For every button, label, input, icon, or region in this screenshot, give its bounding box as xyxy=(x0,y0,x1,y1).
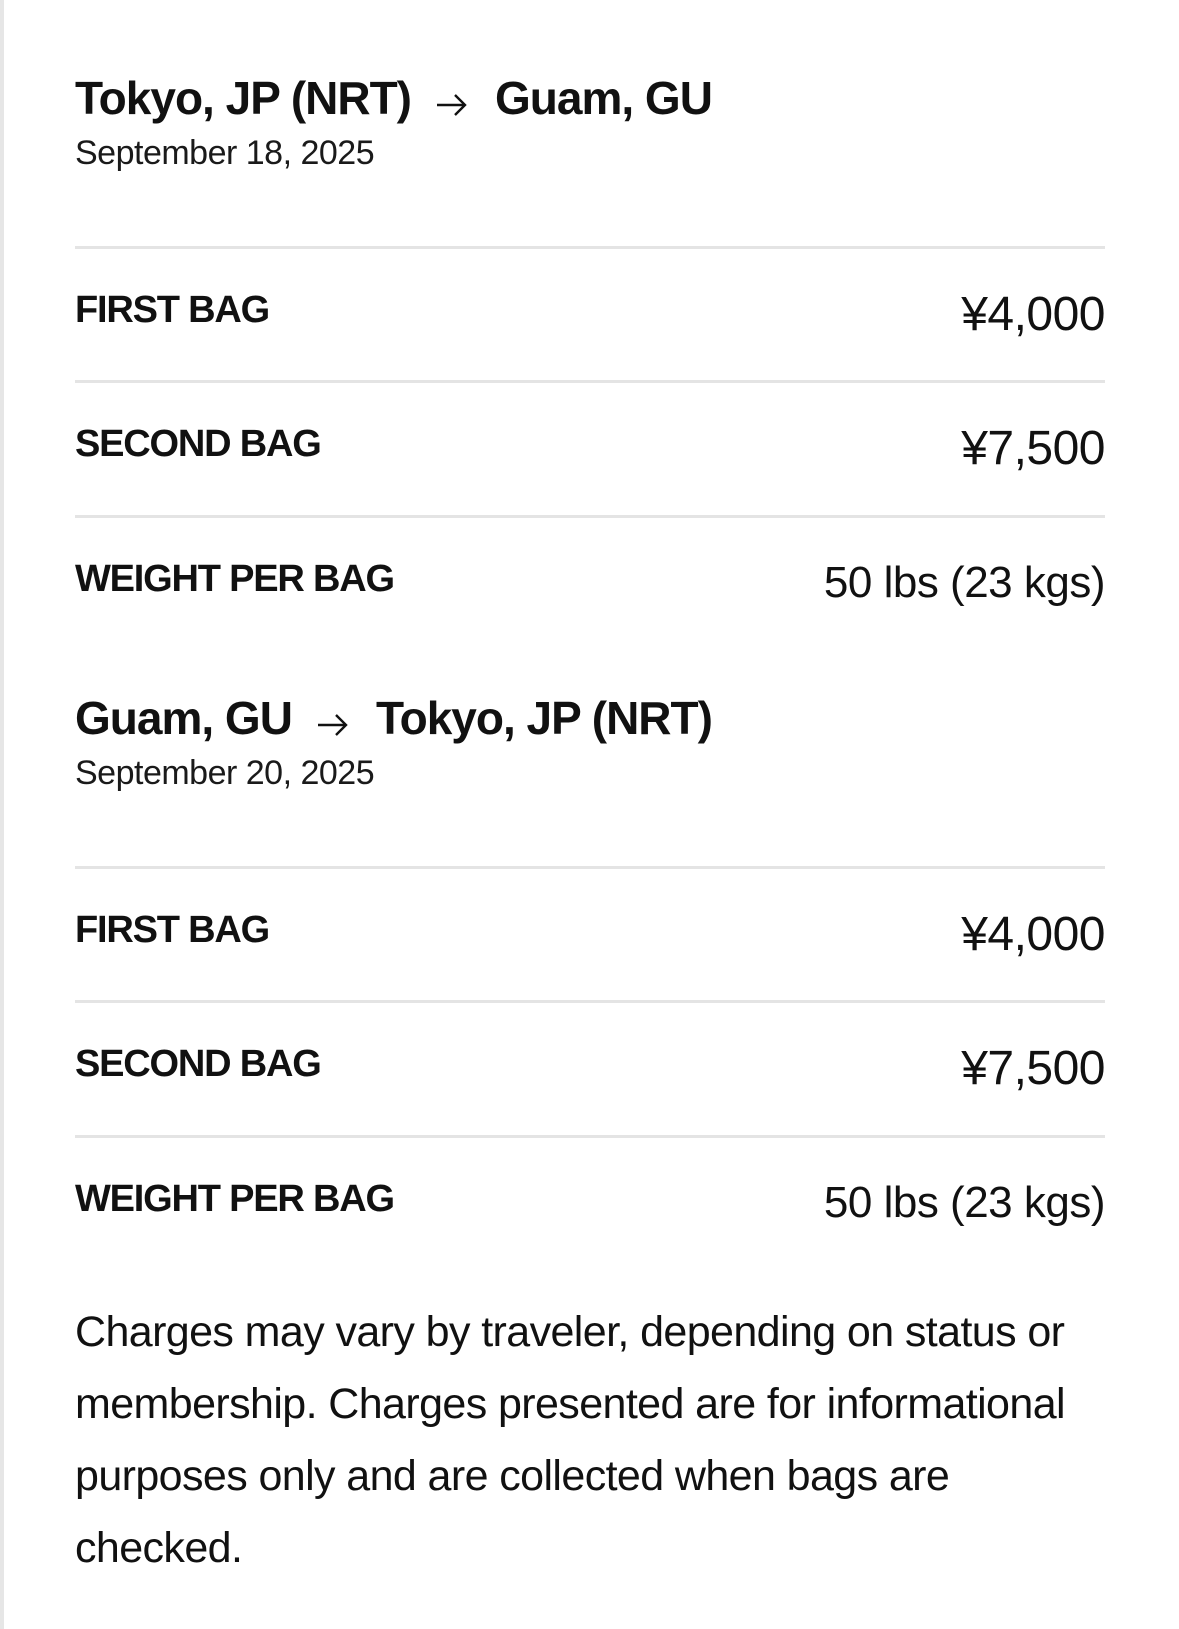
fee-label: WEIGHT PER BAG xyxy=(75,1178,394,1220)
baggage-fees-card xyxy=(4,0,1179,1629)
fee-label: SECOND BAG xyxy=(75,1043,321,1085)
fee-label: SECOND BAG xyxy=(75,423,321,465)
fee-label: FIRST BAG xyxy=(75,289,269,331)
fee-value: 50 lbs (23 kgs) xyxy=(823,1178,1105,1227)
fee-value: ¥7,500 xyxy=(961,422,1105,475)
fee-row-weight-per-bag xyxy=(75,515,1105,649)
fee-value: ¥4,000 xyxy=(961,908,1105,961)
fee-row-second-bag xyxy=(75,380,1105,514)
destination-city: Tokyo, JP (NRT) xyxy=(375,692,712,744)
route-heading xyxy=(75,68,712,128)
fee-value: 50 lbs (23 kgs) xyxy=(823,558,1105,607)
fee-row-first-bag xyxy=(75,246,1105,380)
destination-city: Guam, GU xyxy=(495,72,712,124)
arrow-right-icon xyxy=(316,697,350,727)
fee-label: FIRST BAG xyxy=(75,909,269,951)
flight-date: September 18, 2025 xyxy=(75,134,375,172)
origin-city: Guam, GU xyxy=(75,692,292,744)
fee-label: WEIGHT PER BAG xyxy=(75,558,394,600)
flight-date: September 20, 2025 xyxy=(75,754,375,792)
arrow-right-icon xyxy=(435,77,469,107)
fee-row-first-bag xyxy=(75,866,1105,1000)
fee-row-second-bag xyxy=(75,1000,1105,1134)
fee-row-weight-per-bag xyxy=(75,1135,1105,1269)
fee-value: ¥7,500 xyxy=(961,1042,1105,1095)
charges-disclaimer: Charges may vary by traveler, depending on status or membership. Charges presented are for informational purposes only and are collected when bags are checked. xyxy=(75,1308,1065,1572)
route-heading xyxy=(75,688,712,748)
fee-value: ¥4,000 xyxy=(961,288,1105,341)
origin-city: Tokyo, JP (NRT) xyxy=(75,72,411,124)
